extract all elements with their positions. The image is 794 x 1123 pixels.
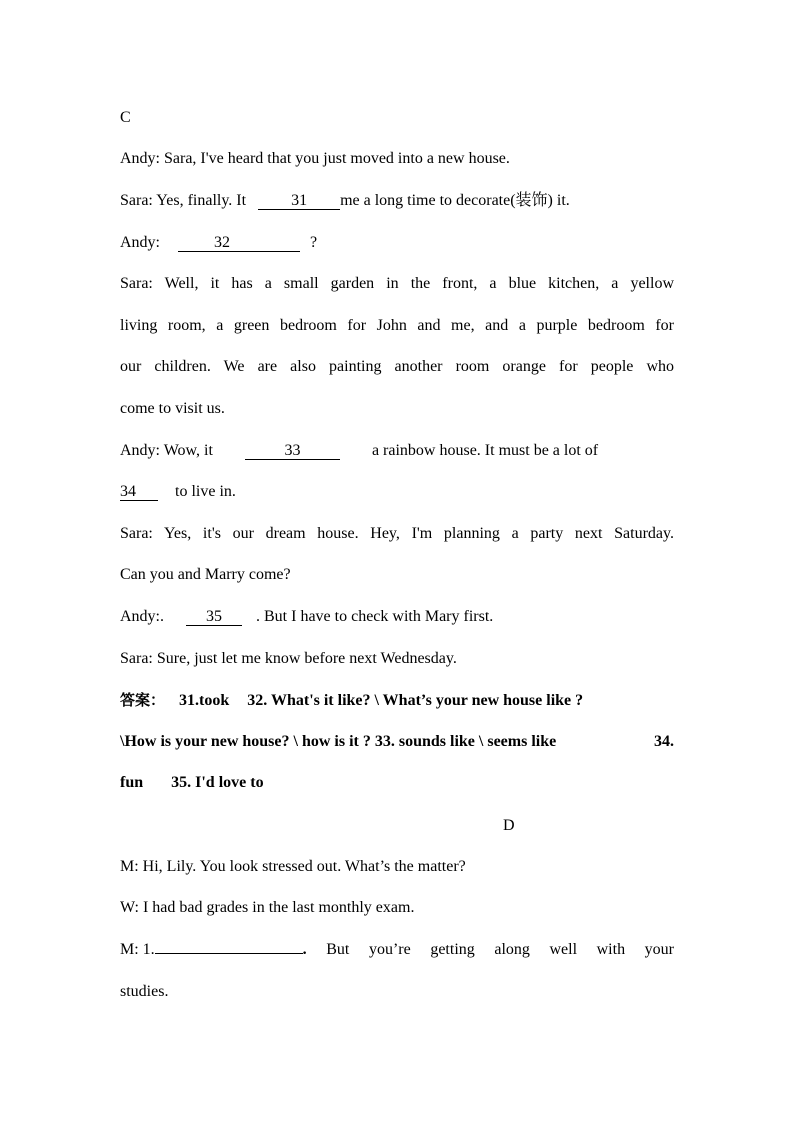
dialogue-d-line-3-start: M: 1. [120,941,155,958]
answer-34-number: 34. [654,733,674,750]
dialogue-line-12-start: Andy:. [120,608,164,625]
dialogue-line-5: living room, a green bedroom for John and me, and a purple bedroom for [120,317,674,334]
dialogue-line-8-start: Andy: Wow, it [120,442,213,459]
dialogue-line-11: Can you and Marry come? [120,566,291,583]
answers-line-2 [120,732,674,752]
section-c-heading: C [120,109,131,126]
blank-31: 31 [258,192,340,210]
dialogue-line-8-end: a rainbow house. It must be a lot of [371,442,599,459]
dialogue-d-line-3-rest: But you’re getting along well with your [306,941,674,958]
dialogue-line-3-end: ? [310,234,318,251]
section-d-heading-row [120,816,674,836]
dialogue-line-2-start: Sara: Yes, finally. It [120,192,247,209]
blank-d-1-period: . [302,941,307,958]
dialogue-line-9 [120,482,674,502]
answer-35: 35. I'd love to [171,774,264,791]
answer-31: 31.took [179,692,230,709]
dialogue-line-10: Sara: Yes, it's our dream house. Hey, I'm planning a party next Saturday. [120,525,674,542]
dialogue-line-7: come to visit us. [120,400,225,417]
dialogue-line-12-end: . But I have to check with Mary first. [256,608,494,625]
blank-33: 33 [245,442,340,460]
answers-label: 答案： [120,691,166,709]
dialogue-line-6: our children. We are also painting another room orange for people who [120,358,674,375]
dialogue-line-2-end: me a long time to decorate(装饰) it. [340,192,570,209]
dialogue-line-1: Andy: Sara, I've heard that you just moved into a new house. [120,150,510,167]
blank-32 [178,234,300,252]
blank-35: 35 [186,608,242,626]
dialogue-line-3-start: Andy: [120,234,160,251]
dialogue-line-9-end: to live in. [175,483,236,500]
dialogue-line-13: Sara: Sure, just let me know before next Wednesday. [120,650,457,667]
dialogue-line-3 [120,233,674,253]
answers-line-1 [120,690,674,711]
answers-line-3 [120,773,674,793]
dialogue-line-8 [120,441,674,461]
dialogue-d-line-3 [120,940,674,960]
dialogue-line-2 [120,191,674,211]
dialogue-d-line-2: W: I had bad grades in the last monthly exam. [120,899,415,916]
answer-32-33: \How is your new house? \ how is it ? 33. sounds like \ seems like [120,733,557,750]
blank-32-number: 32 [214,234,230,251]
dialogue-d-line-1: M: Hi, Lily. You look stressed out. What’s the matter? [120,858,466,875]
answer-32: 32. What's it like? \ What’s your new house like ? [247,692,584,709]
answer-34: fun [120,774,144,791]
dialogue-d-line-4: studies. [120,983,169,1000]
blank-d-1 [155,953,303,954]
dialogue-line-4: Sara: Well, it has a small garden in the front, a blue kitchen, a yellow [120,275,674,292]
section-d-heading: D [503,817,515,834]
dialogue-line-12 [120,607,674,627]
blank-34: 34 [120,483,158,501]
dialogue-d-line-3-end [303,940,674,960]
